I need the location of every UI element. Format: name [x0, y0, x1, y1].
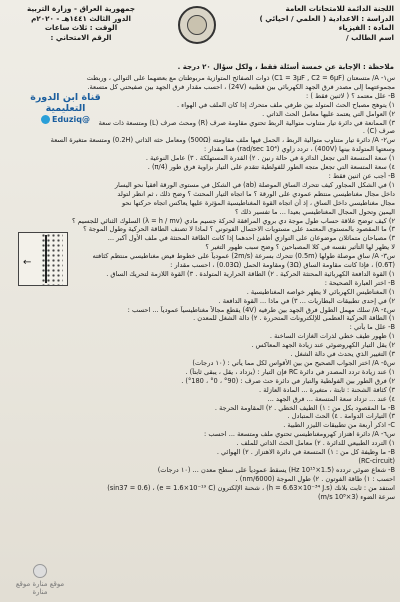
question-line: ١) في الشكل المجاور كيف تتحرك الساق الموصلة (ab) في الشكل في مستوى الورقة أفقياً نحو اليسار: [114, 180, 395, 189]
header-right-line: الدراسة : الاعدادية ( العلمي / احيائي ): [259, 13, 394, 23]
header-right-line: اللجنة الدائمة للامتحانات العامة: [285, 4, 394, 13]
question-line: لا يظهر لها التأثير نفسه في كلا المصباحين ؟ وضح سبب ظهور التغير ؟: [205, 243, 395, 252]
question-line: سرعة الضوء (3×10⁸ m/s): [317, 492, 395, 501]
question-line: ٣) مصباحان متماثلان موضوعان على التوازي أطفئ أحدهما إذا كانت الطاقة المحتثة في ملف الأول أكبر ...: [107, 234, 395, 243]
exam-note: ملاحظة : الإجابة عن خمسة أسئلة فقط ، ولكل سؤال ٢٠ درجة .: [177, 63, 394, 71]
question-line: B- أجب عن اثنين فقط :: [328, 171, 395, 180]
question-line: ١) القوة الدافعة الكهربائية المحتثة الحركية . ٢) الطاقة الحرارية المتولدة . ٣) القوة اللازمة لتحريك الساق .: [106, 269, 395, 278]
exam-questions: [5, 74, 395, 502]
question-line: ٣) التيارات الدوامة . ٤) الحث المتبادل .: [287, 412, 395, 421]
question-line: مجموعتهما إلى مصدر فرق الجهد الكهربائي بين قطبيه (24V) ، احسب مقدار فرق الجهد بين صفيحتي كل متسعة.: [87, 82, 395, 91]
watermark-logo-icon: [33, 564, 47, 578]
header-right-line: اسم الطالب /: [346, 32, 394, 42]
header-left-line: الرقم الامتحاني :: [50, 32, 112, 42]
question-line: ٢) العوامل التي يعتمد عليها معامل الحث الذاتي .: [262, 109, 395, 118]
question-line: س١- A/ متسعتان (C1 = 3μF , C2 = 6μF) ذوات الصفائح المتوازية مربوطتان مع بعضهما على التوالي ، وربطت: [86, 74, 395, 82]
telegram-icon: [41, 115, 50, 124]
header-right-block: [244, 4, 394, 42]
question-line: ١) يتوهج مصباح الحث المتولد بين طرفي ملف متحرك إذا كان الملف في الهواء .: [176, 100, 395, 109]
question-line: س٣- A/ ساق موصلة طولها (0.5m) تتحرك بسرعة (2m/s) عمودياً على خطوط فيض مغناطيسي منتظم كثافته: [92, 252, 395, 261]
stamp-title: قناة ابن الدورة التعليمية: [30, 92, 101, 114]
question-line: ٣) كثافة الشحنة : ثابتة ، متغيرة ... المادة العازلة .: [259, 385, 395, 394]
question-line: (0.6T) ، فإذا كانت مقاومة الساق (3Ω) ومقاومة الحمل (0.03Ω) ، احسب مقدار :: [170, 261, 395, 270]
question-line: صرف (C) .: [362, 127, 395, 136]
question-line: ٣) التغيير الذي يحدث في دالة الشغل .: [290, 350, 395, 359]
question-line: استفد من : ثابت بلانك (h = 6.63×10⁻³⁴ J.s) ، شحنة الإلكترون (e = 1.6×10⁻¹⁹ C) ، (sin37 = 0.6): [107, 483, 395, 492]
question-line: اليمين وتحول المجال المغناطيسي بعيدا ... ما تفسير ذلك ؟: [235, 207, 395, 216]
question-line: (RC-circuit): [358, 456, 395, 465]
conducting-rod: [45, 235, 47, 283]
question-line: B- شعاع ضوئي تردده (1.5×10¹⁵ Hz) يسقط عمودياً على سطح معدن ... (١٠ درجات): [157, 465, 395, 474]
question-line: C- اذكر أربعة من تطبيقات الليزر الطبية .: [283, 421, 395, 430]
question-line: وسعتها المتولدة بينها (400V) ، تردد زاوي (10⁴ rad/sec) فما مقدار :: [204, 145, 395, 154]
header-left-block: [6, 4, 156, 42]
header-left-line: جمهورية العراق - وزارة التربية: [26, 4, 136, 13]
site-watermark: [10, 564, 70, 596]
question-line: س٢- A/ دائرة تيار متناوب متوالية الربط ، الحمل فيها ملف مقاومته (500Ω) ومعامل حثه الذاتي (0.2H) ومتسعة متغيرة السعة: [50, 136, 395, 145]
question-line: ١) المغناطيس الكهربائي لا يظهر خواصه المغناطيسية .: [246, 287, 395, 296]
question-line: ٢) في إحدى تطبيقات البطاريات ... ٣) في ماذا ... القوة الدافعة .: [218, 296, 395, 305]
question-line: س٤- A/ سلك مهمل الطول فرق الجهد بين طرفيه (4V) يقطع مجالاً مغناطيسياً عمودياً ... احسب :: [127, 305, 395, 314]
question-line: B- علل ما يأتي :: [349, 323, 395, 332]
question-line: B- ما المقصود بكل من : ١) الطيف الخطي . ٢) المقاومة الحرجة .: [214, 403, 395, 412]
exam-header: [0, 4, 400, 62]
watermark-text: موقع منارة موقع منارة: [15, 580, 65, 596]
stamp-handle: @Eduziq: [51, 115, 90, 124]
question-line: داخل مجال مغناطيسي منتظم عمودي على الورقة ؟ ما اتجاه التيار المحتث ؟ وضح ذلك ، ثم انظر لتولد: [117, 189, 395, 198]
question-line: ١) ظهور طيف خطي لذرات الغازات الساخنة .: [269, 332, 395, 341]
ministry-emblem-icon: [178, 6, 216, 44]
question-line: ٣) الممانعة في دائرة تيار متناوب متوالية الربط تحتوي مقاومة صرف (R) ومحث صرف (L) ومتسعة ذات سعة: [98, 118, 395, 127]
question-line: ٢) يقل التيار الكهروضوئي عند زيادة الجهد المعاكس .: [251, 341, 395, 350]
question-line: B- اختر العبارة الصحيحة :: [324, 278, 395, 287]
header-left-line: الوقت : ثلاث ساعات: [44, 23, 118, 32]
question-line: ١) التردد الطبيعي للدائرة . ٢) معامل الحث الذاتي للملف .: [236, 439, 395, 448]
question-line: ٤) عند ... تزداد سعة المتسعة ... فرق الجهد ...: [267, 394, 395, 403]
question-line: س٥- A/ اختر الجواب الصحيح من بين الأقواس لكل مما يأتي : (١٠ درجات): [192, 359, 395, 367]
question-line: احسب : ١) طاقة الفوتون . ٢) طول الموجة (6000/nm) .: [235, 474, 395, 483]
question-line: س٦- A/ دائرة اهتزاز كهرومغناطيسي تحتوي ملف ومتسعة ... احسب :: [204, 430, 395, 439]
channel-stamp: [18, 92, 113, 125]
question-line: B- علل معتمد ؟ ( لاثنين فقط ) :: [306, 91, 395, 100]
question-line: ٢) فرق الطور بين الفولطية والتيار في دائرة حث صرف : (90° ، 0° ، 180°) .: [181, 376, 395, 385]
question-line: B- ما وظيفة كل من : ١) المتسعة في دائرة الاهتزاز . ٢) الهوائي .: [216, 448, 395, 457]
question-line: ٣) ما المقصود بالمستوى المعتمد على مستويات الاحتمال الفوتوني ؟ لماذا لا تصنف الطاقة الحركية وطول الموجة ؟: [83, 225, 395, 234]
question-line: ١) سعة المتسعة التي تجعل الدائرة في حالة رنين . ٢) القدرة المستهلكة . ٣) عامل النوعية .: [145, 154, 395, 163]
question-line: مجال مغناطيسي داخل الساق ، إذ أن اتجاه القوة المغناطيسية المؤثرة عليها يعاكس اتجاه حركتها نحو: [121, 198, 395, 207]
magnetic-field-figure: [18, 232, 68, 286]
header-right-line: المادة : الفيزياء: [338, 23, 394, 32]
motion-arrow-icon: ←: [23, 257, 32, 268]
question-line: ١) الطاقة الحركية العظمى للإلكترونات المتحررة . ٢) دالة الشغل للمعدن .: [193, 314, 395, 323]
question-line: ١) عند زيادة تردد المصدر في دائرة RC فإن التيار : (يزداد ، يقل ، يبقى ثابتاً) .: [185, 367, 395, 376]
header-left-line: الدور الثالث ١٤٤١هـ - ٢٠٢٠م: [31, 13, 131, 23]
question-line: ٢) كيف توضح علاقة حساب طول موجة دي بروي المرافقة لحركة جسيم مادي (λ = h / mv) السلوك الثنائي للجسيم ؟: [72, 216, 395, 225]
question-line: ٤) سعة المتسعة التي تجعل متجه الطور للفولطية تتقدم على التيار بزاوية فرق طور (π/4) .: [147, 163, 395, 172]
